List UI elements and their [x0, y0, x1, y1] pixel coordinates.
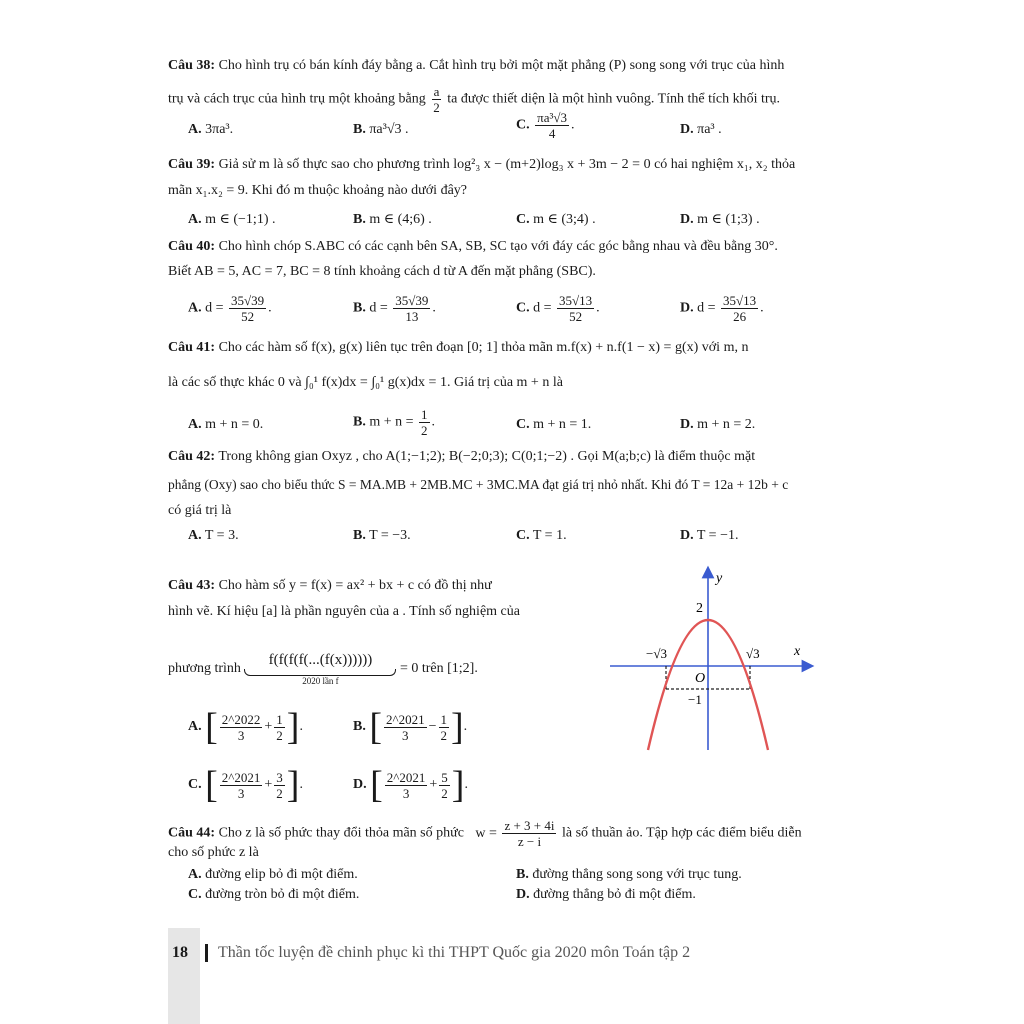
q44-option-a: A. đường elip bỏ đi một điểm. [188, 867, 358, 882]
y-bottom-label: −1 [688, 692, 702, 707]
q42-line3: có giá trị là [168, 503, 232, 518]
q41-option-c: C. m + n = 1. [516, 417, 592, 432]
q38-line2 [168, 84, 780, 115]
q43-line1: Câu 43: Cho hàm số y = f(x) = ax² + bx + c có đồ thị như [168, 578, 492, 593]
q43-option-b: B. [ $\frac{2\^{}2021}{3}$ − $\frac{1}{2}$ ]. [353, 706, 468, 748]
x-neg-label: −√3 [646, 646, 667, 661]
q41-line1: Câu 41: Cho các hàm số f(x), g(x) liên tục trên đoạn [0; 1] thỏa mãn m.f(x) + n.f(1 − x) = g(x) với m, n [168, 340, 749, 355]
q41-option-d: D. m + n = 2. [680, 417, 756, 432]
q44-option-d: D. đường thẳng bỏ đi một điểm. [516, 887, 696, 902]
q38-line1 [168, 58, 784, 74]
q38-label: Câu 38: [168, 58, 216, 73]
q40-option-d: D. d = $\frac{35√13}{26}$ . [680, 293, 764, 324]
q44-option-c: C. đường tròn bỏ đi một điểm. [188, 887, 360, 902]
q38-option-c: C. $\frac{\text{πa³√3}}{4}$ . [516, 110, 575, 141]
q38-fraction: $\frac{a}{2}$ [433, 84, 440, 115]
q38-text2a: trụ và cách trục của hình trụ một khoảng bằng [168, 91, 426, 107]
q39-option-d: D. m ∈ (1;3) . [680, 212, 760, 227]
q42-option-c: C. T = 1. [516, 528, 567, 543]
q44-line2: cho số phức z là [168, 845, 259, 860]
q39-line1: Câu 39: Giả sử m là số thực sao cho phương trình log²₃ x − (m+2)log₃ x + 3m − 2 = 0 có hai nghiệm x₁, x₂ thỏa [168, 157, 796, 172]
origin-label: O [695, 671, 706, 686]
footer-separator [205, 944, 208, 962]
q40-line1: Câu 40: Cho hình chóp S.ABC có các cạnh bên SA, SB, SC tạo với đáy các góc bằng nhau và đều bằng 30°. [168, 239, 778, 254]
x-axis-label: x [794, 644, 801, 659]
q44-line1: Câu 44: Cho z là số phức thay đổi thỏa mãn số phức w = $\frac{z + 3 + 4i}{z - i}$ là số thuần ảo. Tập hợp các điểm biểu diễn [168, 818, 802, 849]
q42-option-a: A. T = 3. [188, 528, 239, 543]
q40-option-b: B. d = $\frac{35√39}{13}$ . [353, 293, 436, 324]
footer-title: Thần tốc luyện đề chinh phục kì thi THPT Quốc gia 2020 môn Toán tập 2 [218, 944, 691, 961]
q38-text1: Cho hình trụ có bán kính đáy bằng a. Cắt hình trụ bởi một mặt phẳng (P) song song với trục của hình [218, 58, 785, 73]
q42-line1: Câu 42: Trong không gian Oxyz , cho A(1;−1;2); B(−2;0;3); C(0;1;−2) . Gọi M(a;b;c) là điểm thuộc mặt [168, 449, 756, 464]
q38-text2b: ta được thiết diện là một hình vuông. Tính thể tích khối trụ. [447, 91, 781, 107]
q38-option-d: D. πa³ . [680, 122, 722, 137]
q42-option-d: D. T = −1. [680, 528, 739, 543]
page-number: 18 [172, 944, 188, 961]
q41-line2: là các số thực khác 0 và ∫₀¹ f(x)dx = ∫₀¹ g(x)dx = 1. Giá trị của m + n là [168, 375, 563, 390]
q38-option-b: B. πa³√3 . [353, 122, 409, 137]
q43-option-c: C. [ $\frac{2\^{}2021}{3}$ + $\frac{3}{2}$ ]. [188, 764, 303, 806]
q43-line3: phương trình f(f(f(f(...(f(x)))))) 2020 lần f = 0 trên [1;2]. [168, 652, 478, 686]
y-axis-label: y [716, 571, 723, 586]
q39-line2: mãn x₁.x₂ = 9. Khi đó m thuộc khoảng nào dưới đây? [168, 183, 467, 198]
q41-option-b: B. m + n = $\frac{1}{2}$ . [353, 407, 436, 438]
q39-option-b: B. m ∈ (4;6) . [353, 212, 432, 227]
q39-option-a: A. m ∈ (−1;1) . [188, 212, 276, 227]
q40-option-a: A. d = $\frac{35√39}{52}$ . [188, 293, 272, 324]
q43-parabola-graph [600, 560, 830, 760]
q41-option-a: A. m + n = 0. [188, 417, 264, 432]
q40-option-c: C. d = $\frac{35√13}{52}$ . [516, 293, 600, 324]
q39-option-c: C. m ∈ (3;4) . [516, 212, 596, 227]
q43-option-d: D. [ $\frac{2\^{}2021}{3}$ + $\frac{5}{2}$ ]. [353, 764, 468, 806]
q40-line2: Biết AB = 5, AC = 7, BC = 8 tính khoảng cách d từ A đến mặt phẳng (SBC). [168, 264, 596, 279]
q43-underbrace [244, 669, 396, 676]
q43-underbrace-label: 2020 lần f [302, 676, 339, 686]
x-pos-label: √3 [746, 646, 760, 661]
q43-option-a: A. [ $\frac{2\^{}2022}{3}$ + $\frac{1}{2}$ ]. [188, 706, 303, 748]
y-top-label: 2 [696, 601, 703, 616]
q42-option-b: B. T = −3. [353, 528, 411, 543]
q43-equation: f(f(f(f(...(f(x)))))) [268, 652, 373, 668]
q43-line2: hình vẽ. Kí hiệu [a] là phần nguyên của a . Tính số nghiệm của [168, 604, 520, 619]
footer-sidebar [168, 928, 200, 1024]
q42-line2: phẳng (Oxy) sao cho biểu thức S = MA.MB + 2MB.MC + 3MC.MA đạt giá trị nhỏ nhất. Khi đó T = 12a + 12b + c [168, 477, 789, 492]
q44-option-b: B. đường thẳng song song với trục tung. [516, 867, 742, 882]
q38-option-a: A. 3πa³. [188, 122, 234, 137]
